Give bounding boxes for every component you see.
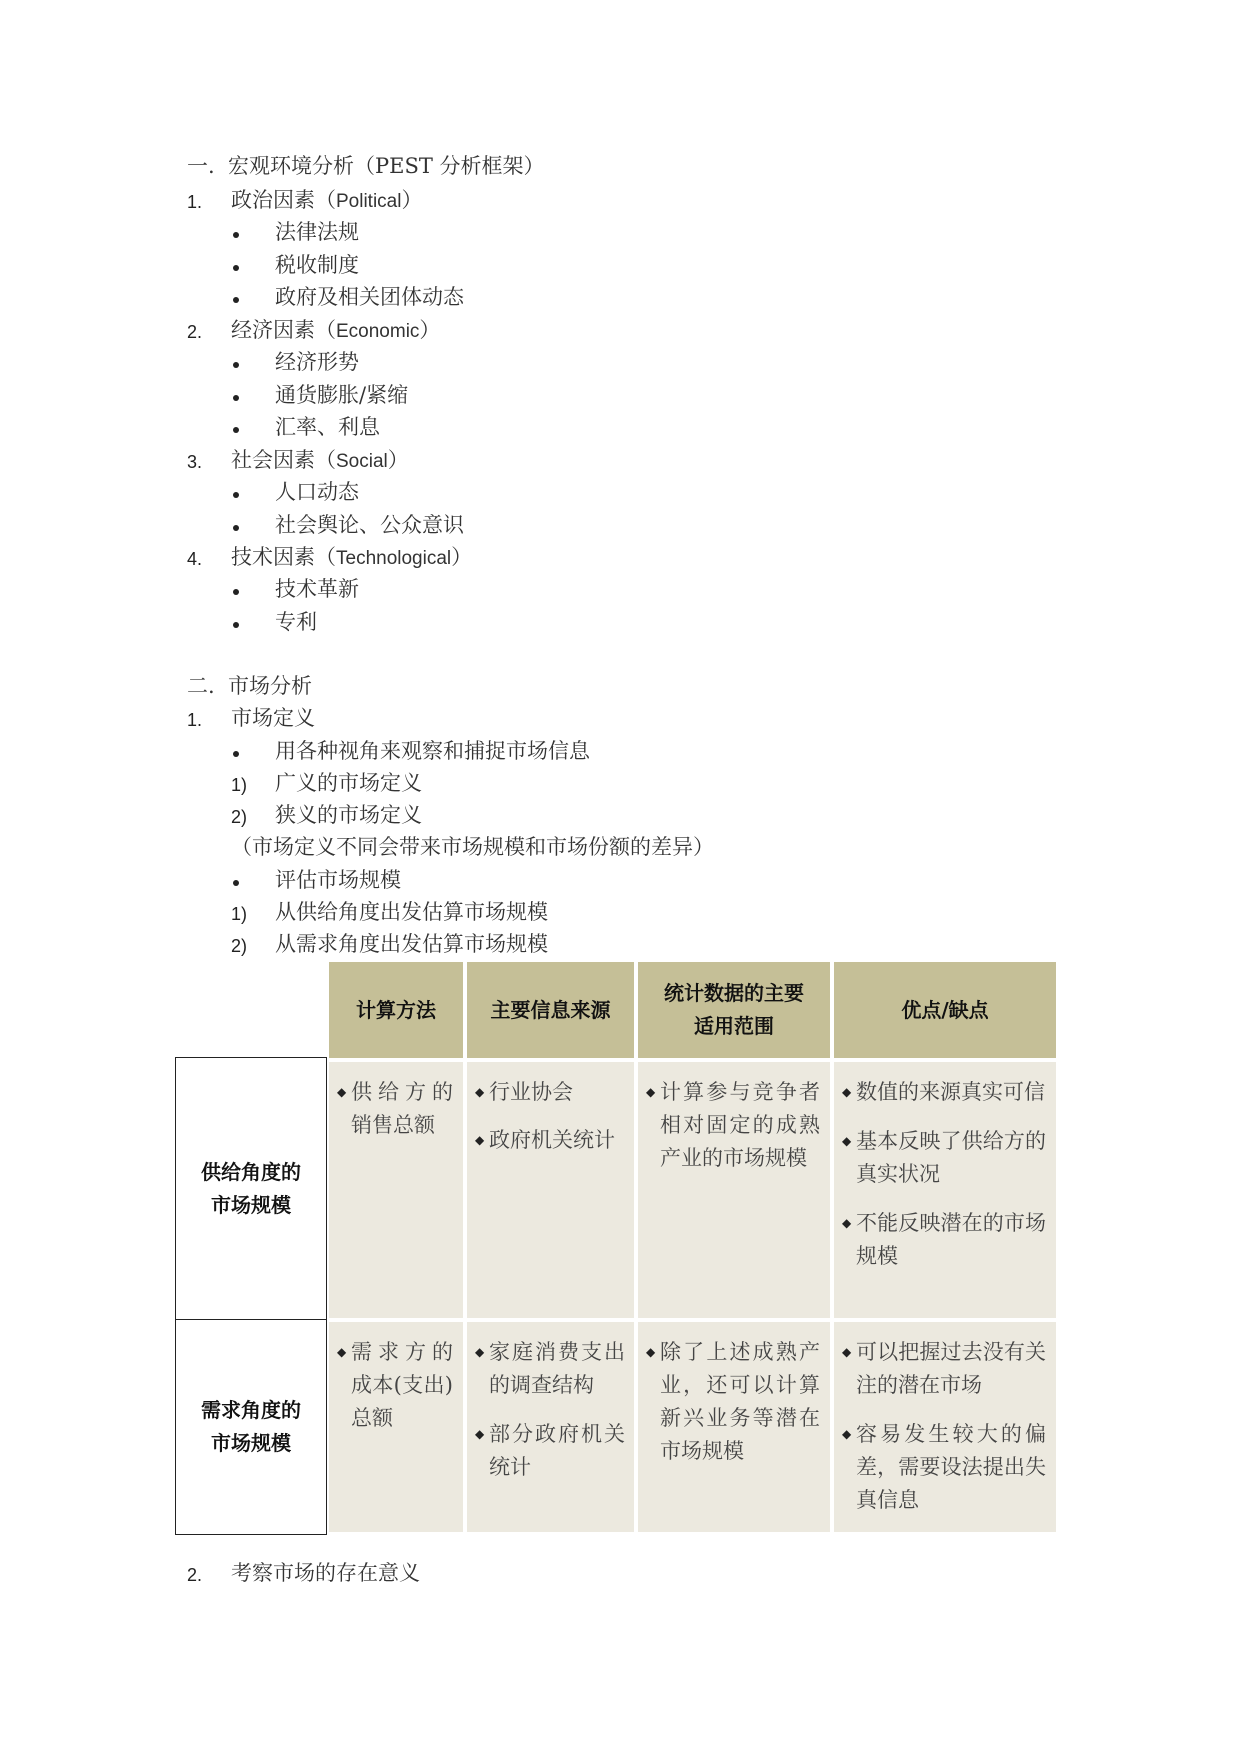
bullet-dot — [233, 395, 239, 401]
list-item-political: 政治因素（Political） — [231, 188, 423, 212]
table-cell-bullet: ◆ 家庭消费支出的调查结构 — [475, 1336, 625, 1402]
bullet-item: 社会舆论、公众意识 — [275, 513, 464, 537]
table-header-cell: 统计数据的主要适用范围 — [638, 962, 830, 1058]
table-cell — [638, 1062, 830, 1318]
bullet-item: 用各种视角来观察和捕捉市场信息 — [275, 739, 590, 763]
table-cell — [467, 1322, 634, 1532]
bullet-item: 技术革新 — [275, 577, 359, 601]
bullet-dot — [233, 297, 239, 303]
diamond-bullet-icon: ◆ — [842, 1134, 852, 1148]
sub-number: 1) — [231, 904, 248, 924]
sub-item: 从需求角度出发估算市场规模 — [275, 932, 548, 956]
list-item-economic: 经济因素（Economic） — [231, 318, 441, 342]
bullet-dot — [233, 525, 239, 531]
bullet-dot — [233, 880, 239, 886]
bullet-item: 专利 — [275, 610, 317, 634]
table-cell-bullet: ◆ 数值的来源真实可信 — [842, 1076, 1046, 1109]
list-item-technological: 技术因素（Technological） — [231, 545, 473, 569]
table-header-cell: 优点/缺点 — [834, 962, 1056, 1058]
diamond-bullet-icon: ◆ — [337, 1085, 347, 1099]
diamond-bullet-icon: ◆ — [475, 1345, 485, 1359]
bullet-dot — [233, 751, 239, 757]
table-cell — [467, 1062, 634, 1318]
bullet-dot — [233, 362, 239, 368]
table-row-label: 供给角度的市场规模 — [175, 1057, 327, 1321]
sub-item: 狭义的市场定义 — [275, 803, 422, 827]
bullet-dot — [233, 492, 239, 498]
sub-number: 2) — [231, 936, 248, 956]
bullet-item: 法律法规 — [275, 220, 359, 244]
table-cell-bullet: ◆ 可以把握过去没有关注的潜在市场 — [842, 1336, 1046, 1402]
list-number: 1. — [187, 710, 203, 730]
diamond-bullet-icon: ◆ — [475, 1427, 485, 1441]
sub-number: 1) — [231, 775, 248, 795]
table-cell — [834, 1062, 1056, 1318]
table-cell — [834, 1322, 1056, 1532]
table-cell-bullet: ◆ 供给方的销售总额 — [337, 1076, 453, 1142]
list-number: 2. — [187, 1565, 203, 1585]
table-cell-bullet: ◆ 不能反映潜在的市场规模 — [842, 1207, 1046, 1273]
bullet-item: 通货膨胀/紧缩 — [275, 383, 409, 407]
note-text: （市场定义不同会带来市场规模和市场份额的差异） — [231, 835, 714, 859]
table-cell — [329, 1062, 463, 1318]
table-cell-bullet: ◆ 容易发生较大的偏差，需要设法提出失真信息 — [842, 1418, 1046, 1517]
table-cell-bullet: ◆ 行业协会 — [475, 1076, 625, 1109]
diamond-bullet-icon: ◆ — [842, 1427, 852, 1441]
sub-item: 广义的市场定义 — [275, 771, 422, 795]
list-item-market-definition: 市场定义 — [231, 706, 315, 730]
table-cell-bullet: ◆ 政府机关统计 — [475, 1124, 625, 1157]
table-cell — [638, 1322, 830, 1532]
diamond-bullet-icon: ◆ — [842, 1216, 852, 1230]
bullet-dot — [233, 589, 239, 595]
table-cell-bullet: ◆ 计算参与竞争者相对固定的成熟产业的市场规模 — [646, 1076, 820, 1175]
table-cell-bullet: ◆ 部分政府机关统计 — [475, 1418, 625, 1484]
diamond-bullet-icon: ◆ — [475, 1085, 485, 1099]
sub-item: 从供给角度出发估算市场规模 — [275, 900, 548, 924]
section-1-heading: 一. 宏观环境分析（PEST 分析框架） — [187, 154, 545, 178]
table-cell-bullet: ◆ 基本反映了供给方的真实状况 — [842, 1125, 1046, 1191]
list-number: 3. — [187, 452, 203, 472]
sub-number: 2) — [231, 807, 248, 827]
list-number: 2. — [187, 322, 203, 342]
bullet-item: 政府及相关团体动态 — [275, 285, 464, 309]
bullet-dot — [233, 265, 239, 271]
bullet-dot — [233, 232, 239, 238]
list-item-market-significance: 考察市场的存在意义 — [231, 1561, 420, 1585]
diamond-bullet-icon: ◆ — [646, 1085, 656, 1099]
table-row-label: 需求角度的市场规模 — [175, 1319, 327, 1535]
list-number: 1. — [187, 192, 203, 212]
bullet-dot — [233, 427, 239, 433]
diamond-bullet-icon: ◆ — [842, 1085, 852, 1099]
table-header-cell: 计算方法 — [329, 962, 463, 1058]
table-cell — [329, 1322, 463, 1532]
section-2-heading: 二. 市场分析 — [187, 674, 313, 698]
bullet-item: 人口动态 — [275, 480, 359, 504]
diamond-bullet-icon: ◆ — [646, 1345, 656, 1359]
diamond-bullet-icon: ◆ — [337, 1345, 347, 1359]
bullet-item: 评估市场规模 — [275, 868, 401, 892]
list-item-social: 社会因素（Social） — [231, 448, 409, 472]
bullet-item: 税收制度 — [275, 253, 359, 277]
table-cell-bullet: ◆ 需求方的成本(支出)总额 — [337, 1336, 453, 1435]
table-header-cell: 主要信息来源 — [467, 962, 634, 1058]
bullet-item: 经济形势 — [275, 350, 359, 374]
diamond-bullet-icon: ◆ — [475, 1133, 485, 1147]
list-number: 4. — [187, 549, 203, 569]
diamond-bullet-icon: ◆ — [842, 1345, 852, 1359]
bullet-item: 汇率、利息 — [275, 415, 380, 439]
bullet-dot — [233, 622, 239, 628]
table-cell-bullet: ◆ 除了上述成熟产业，还可以计算新兴业务等潜在市场规模 — [646, 1336, 820, 1468]
